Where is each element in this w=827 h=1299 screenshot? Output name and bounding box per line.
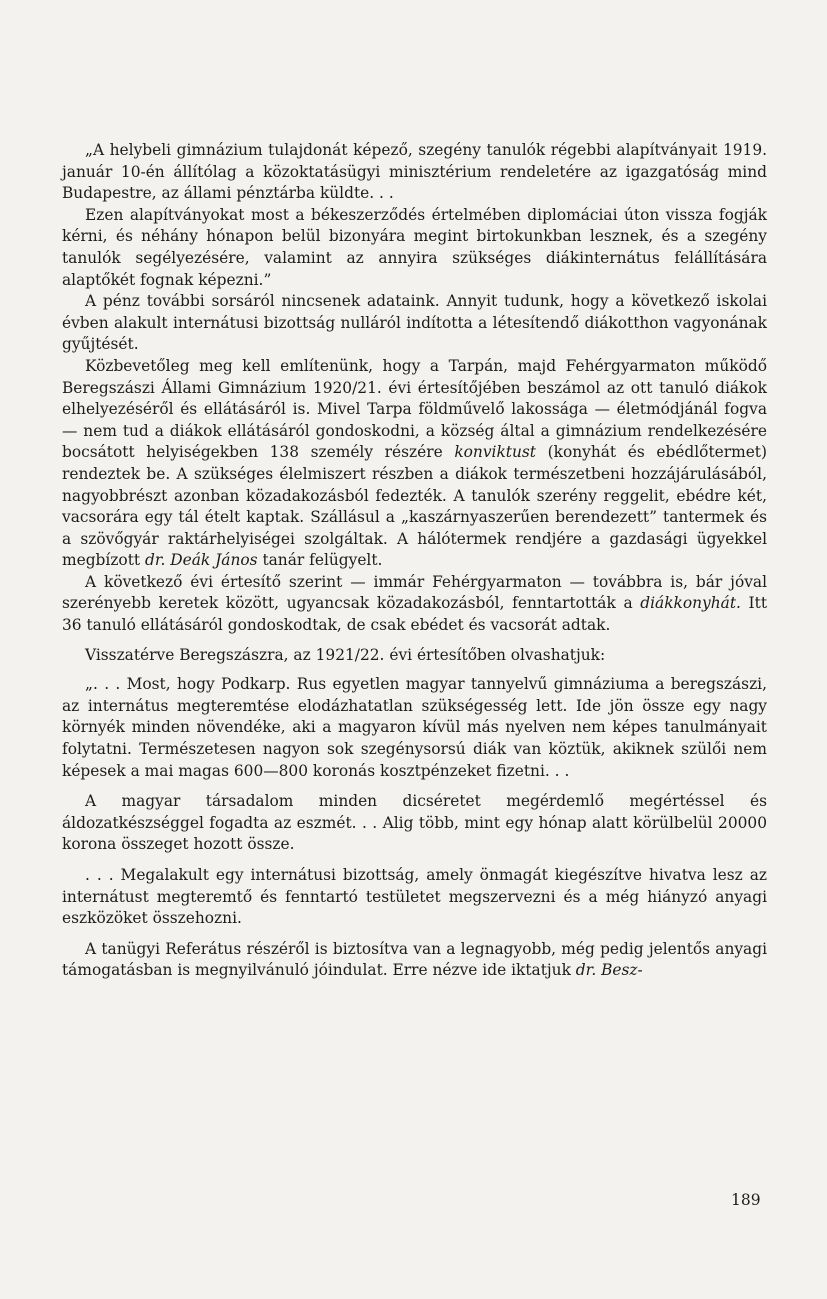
text-run: A tanügyi Referátus részéről is biztosítva van a legnagyobb, még pedig jelentős anyagi támogatásban is megnyilvánuló jóindulat. Erre nézve ide iktatjuk <box>62 939 767 980</box>
italic-run: diákkonyhát. <box>640 594 741 613</box>
paragraph-6 <box>62 645 767 667</box>
italic-run: konviktust <box>454 443 536 462</box>
text-run: A pénz további sorsáról nincsenek adataink. Annyit tudunk, hogy a következő iskolai évben alakult internátusi bizottság nulláról indította a létesítendő diákotthon vagyonának gyűjtését. <box>62 292 767 354</box>
quote-paragraph-2 <box>62 791 767 856</box>
text-run: A következő évi értesítő szerint — immár Fehérgyarmaton — továbbra is, bár jóval szerényebb keretek között, ugyancsak közadakozásból, fenntartották a <box>62 572 767 613</box>
italic-run: dr. Besz- <box>575 961 643 980</box>
paragraph-1 <box>62 140 767 205</box>
text-run: tanár felügyelt. <box>257 551 383 570</box>
text-run: . . . Megalakult egy internátusi bizottság, amely önmagát kiegészítve hivatva lesz az internátust megteremtő és fenntartó testületet megszervezni és a még hiányzó anyagi eszközöket összehozni. <box>62 866 767 928</box>
quote-paragraph-1 <box>62 674 767 782</box>
page-number: 189 <box>731 1191 761 1209</box>
italic-run: dr. Deák János <box>144 551 258 570</box>
paragraph-3 <box>62 291 767 356</box>
paragraph-5 <box>62 572 767 637</box>
text-run: Itt 36 tanuló ellátásáról gondoskodtak, de csak ebédet és vacsorát adtak. <box>62 594 767 635</box>
text-run: Közbevetőleg meg kell említenünk, hogy a Tarpán, majd Fehérgyarmaton működő Beregszászi Állami Gimnázium 1920/21. évi értesítőjében beszámol az ott tanuló diákok elhelyezéséről és ellátásáról is. Mivel Tarpa földművelő lakossága — életmódjánál fogva — nem tud a diákok ellátásáról gondoskodni, a község által a gimnázium rendelkezésére bocsátott helyiségekben 138 személy részére <box>62 356 767 462</box>
text-run: Ezen alapítványokat most a békeszerződés értelmében diplomáciai úton vissza fogják kérni, és néhány hónapon belül bizonyára megint birtokunkban lesznek, és a szegény tanulók segélyezésére, valamint az annyira szükséges diákinternátus felállítására alaptőkét fognak képezni.” <box>62 205 767 289</box>
page-body <box>62 140 767 982</box>
text-run: „. . . Most, hogy Podkarp. Rus egyetlen magyar tannyelvű gimnáziuma a beregszászi, az internátus megteremtése elodázhatatlan szükségesség lett. Ide jön össze egy nagy környék minden növendéke, aki a magyaron kívül más nyelven nem képes tanulmányait folytatni. Természetesen nagyon sok szegénysorsú diák van köztük, akiknek szülői nem képesek a mai magas 600—800 koronás kosztpénzeket fizetni. . . <box>62 675 767 780</box>
paragraph-2 <box>62 205 767 291</box>
text-run: A magyar társadalom minden dicséretet megérdemlő megértéssel és áldozatkészséggel fogadta az eszmét. . . Alig több, mint egy hónap alatt körülbelül 20000 korona összeget hozott össze. <box>62 792 767 854</box>
text-run: Visszatérve Beregszászra, az 1921/22. évi értesítőben olvashatjuk: <box>85 645 606 664</box>
paragraph-last <box>62 939 767 982</box>
text-run: (konyhát és ebédlőtermet) rendeztek be. A szükséges élelmiszert részben a diákok természetbeni hozzájárulásából, nagyobbrészt azonban közadakozásból fedezték. A tanulók szerény reggelit, ebédre két, vacsorára egy tál ételt kaptak. Szállásul a „kaszárnyaszerűen berendezett” tantermek és a szövőgyár raktárhelyiségei szolgáltak. A hálótermek rendjére a gazdasági ügyekkel megbízott <box>62 443 767 570</box>
paragraph-4 <box>62 356 767 572</box>
quote-paragraph-3 <box>62 865 767 930</box>
text-run: „A helybeli gimnázium tulajdonát képező, szegény tanulók régebbi alapítványait 1919. január 10-én állítólag a közoktatásügyi minisztérium rendeletére az igazgatóság mind Budapestre, az állami pénztárba küldte. . . <box>62 141 767 203</box>
